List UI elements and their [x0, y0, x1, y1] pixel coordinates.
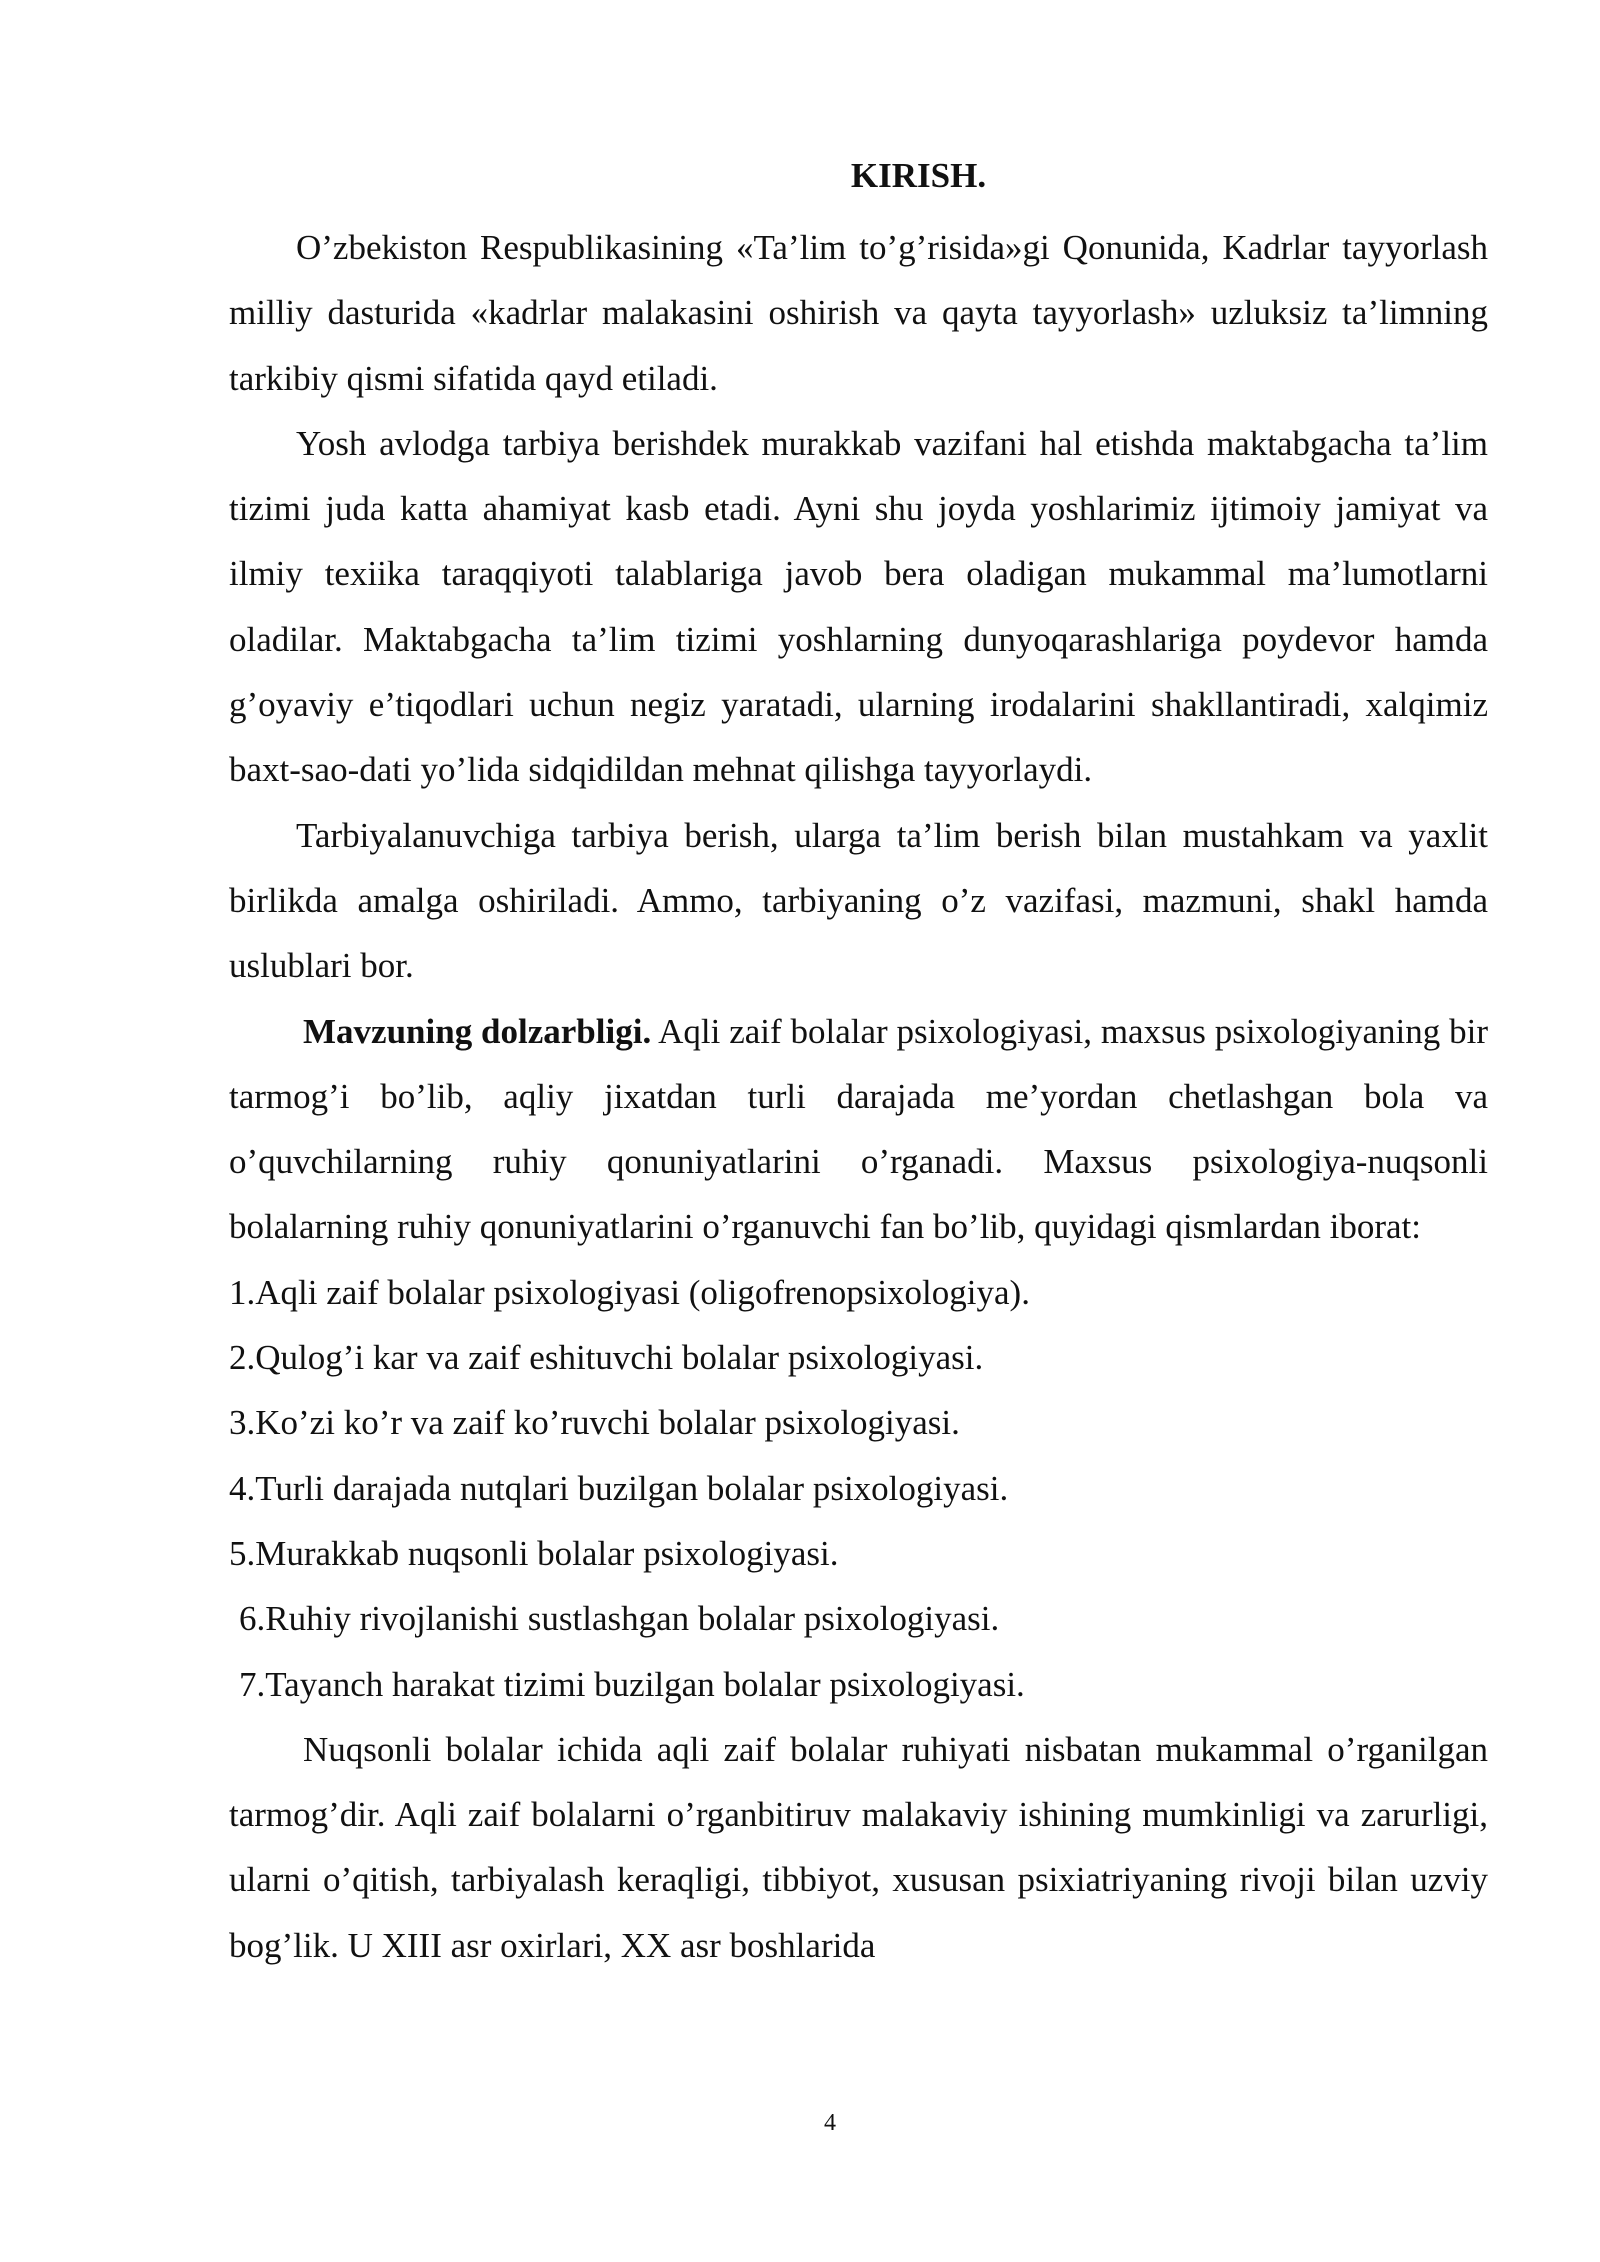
relevance-heading: Mavzuning dolzarbligi. [303, 1011, 652, 1051]
branch-list [229, 1260, 1488, 1717]
list-item: 7.Tayanch harakat tizimi buzilgan bolalar psixologiyasi. [239, 1664, 1025, 1704]
list-item: 4.Turli darajada nutqlari buzilgan bolalar psixologiyasi. [229, 1468, 1009, 1508]
list-item: 2.Qulog’i kar va zaif eshituvchi bolalar psixologiyasi. [229, 1338, 984, 1378]
relevance-text: Aqli zaif bolalar psixologiyasi, maxsus psixologiyaning bir tarmog’i bo’lib, aqliy jixatdan turli darajada me’yordan chetlashgan bola va o’quvchilarning ruhiy qonuniyatlarini o’rganadi. Maxsus psixologiya-nuqsonli bolalarning ruhiy qonuniyatlarini o’rganuvchi fan bo’lib, quyidagi qismlardan iborat: [229, 1011, 1488, 1247]
list-item: 3.Ko’zi ko’r va zaif ko’ruvchi bolalar psixologiyasi. [229, 1403, 960, 1443]
document-page [229, 150, 1488, 1978]
list-item: 6.Ruhiy rivojlanishi sustlashgan bolalar psixologiyasi. [239, 1599, 1000, 1639]
page-number: 4 [824, 2110, 836, 2136]
list-item: 5.Murakkab nuqsonli bolalar psixologiyasi. [229, 1533, 839, 1573]
paragraph-closing: Nuqsonli bolalar ichida aqli zaif bolalar ruhiyati nisbatan mukammal o’rganilgan tarmog’dir. Aqli zaif bolalarni o’rganbitiruv malakaviy ishining mumkinligi va zarurligi, ularni o’qitish, tarbiyalash keraqligi, tibbiyot, xususan psixiatriyaning rivoji bilan uzviy bog’lik. U XIII asr oxirlari, XX asr boshlarida [229, 1729, 1488, 1965]
page-title: KIRISH. [850, 156, 987, 195]
paragraph-preschool: Yosh avlodga tarbiya berishdek murakkab vazifani hal etishda maktabgacha ta’lim tizimi juda katta ahamiyat kasb etadi. Ayni shu joyda yoshlarimiz ijtimoiy jamiyat va ilmiy texiika taraqqiyoti talablariga javob bera oladigan mukammal ma’lumotlarni oladilar. Maktabgacha ta’lim tizimi yoshlarning dunyoqarashlariga poydevor hamda g’oyaviy e’tiqodlari uchun negiz yaratadi, ularning irodalarini shakllantiradi, xalqimiz baxt-sao-dati yo’lida sidqidildan mehnat qilishga tayyorlaydi. [229, 423, 1488, 790]
paragraph-relevance [229, 999, 1488, 1260]
list-item: 1.Aqli zaif bolalar psixologiyasi (oligofrenopsixologiya). [229, 1272, 1030, 1312]
paragraph-intro: O’zbekiston Respublikasining «Ta’lim to’g’risida»gi Qonunida, Kadrlar tayyorlash milliy dasturida «kadrlar malakasini oshirish va qayta tayyorlash» uzluksiz ta’limning tarkibiy qismi sifatida qayd etiladi. [229, 228, 1488, 398]
paragraph-upbringing: Tarbiyalanuvchiga tarbiya berish, ularga ta’lim berish bilan mustahkam va yaxlit birlikda amalga oshiriladi. Ammo, tarbiyaning o’z vazifasi, mazmuni, shakl hamda uslublari bor. [229, 815, 1488, 986]
